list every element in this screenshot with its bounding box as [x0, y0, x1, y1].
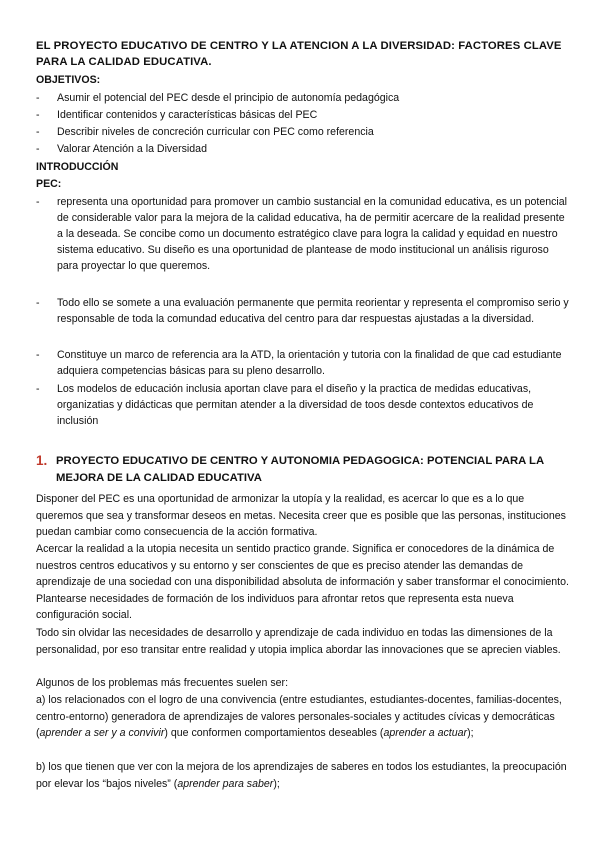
objetivo-item: Describir niveles de concreción curricular con PEC como referencia — [57, 126, 374, 138]
introduccion-heading: INTRODUCCIÓN — [36, 161, 119, 173]
objetivo-item: Asumir el potencial del PEC desde el principio de autonomía pedagógica — [57, 92, 400, 104]
pec-item: Todo ello se somete a una evaluación permanente que permita reorientar y representa el compromiso serio y responsable de toda la comundad educativa del centro para dar respuestas ajustadas a la diversidad. — [57, 297, 569, 325]
section-paragraph: Disponer del PEC es una oportunidad de armonizar la utopía y la realidad, es acercar lo que es a lo que queremos que sea y transformar deseos en metas. Necesita creer que es posible que las personas, instituciones puedan cambiar como consecuencia de la acción formativa. — [36, 493, 566, 539]
problem-b-text: b) los que tienen que ver con la mejora de los aprendizajes de saberes en todos los estudiantes, la preocupación por elevar los “bajos niveles” ( — [36, 761, 567, 790]
problem-a-text: a) los relacionados con el logro de una convivencia (entre estudiantes, estudiantes-docentes, familias-docentes, centro-entorno) generadora de aprendizajes de valores personales-sociales y actitudes cívicas y democráticas ( — [36, 694, 562, 740]
bullet-dash: - — [36, 126, 40, 138]
objetivo-item: Valorar Atención a la Diversidad — [57, 143, 207, 155]
problem-b-text: ); — [273, 777, 280, 790]
pec-item: Constituye un marco de referencia ara la ATD, la orientación y tutoria con la finalidad de que cad estudiante adquiera competencias básicas para su pleno desarrollo. — [57, 349, 562, 377]
section-paragraph: Algunos de los problemas más frecuentes suelen ser: — [36, 677, 289, 689]
section-paragraph: Todo sin olvidar las necesidades de desarrollo y aprendizaje de cada individuo en todas las dimensiones de la personalidad, por eso transitar entre realidad y utopia implica abordar las innovaciones que se aprecien viables. — [36, 627, 561, 656]
objetivo-item: Identificar contenidos y características básicas del PEC — [57, 109, 318, 121]
bullet-dash: - — [36, 196, 40, 208]
section-paragraph: Acercar la realidad a la utopia necesita un sentido practico grande. Significa er conocedores de la dinámica de nuestros centros educativos y su entorno y ser conscientes de que es preciso atender las demandas de aprendizaje de una sociedad con una disponibilidad absoluta de información y saber transformar el conocimiento. Plantearse necesidades de formación de los individuos para afrontar retos que representa esta nueva configuración social. — [36, 543, 569, 622]
pec-item: Los modelos de educación inclusia aportan clave para el diseño y la practica de medidas educativas, organizatias y didácticas que permitan atender a la diversidad de toos desde contextos educativos de inclusión — [57, 383, 534, 427]
bullet-dash: - — [36, 349, 40, 361]
objetivos-heading: OBJETIVOS: — [36, 74, 101, 86]
problem-a-text: ) que conformen comportamientos deseables ( — [164, 727, 384, 740]
bullet-dash: - — [36, 92, 40, 104]
problem-b-italic: aprender para saber — [177, 777, 274, 790]
bullet-dash: - — [36, 143, 40, 155]
problem-a-italic: aprender a actuar — [383, 727, 468, 740]
pec-heading: PEC: — [36, 178, 62, 190]
problem-item-a — [36, 692, 569, 742]
bullet-dash: - — [36, 383, 40, 395]
pec-item: representa una oportunidad para promover un cambio sustancial en la comunidad educativa, es un potencial de considerable valor para la mejora de la calidad educativa, ha de permitir acercare de la realidad presente a la deseada. Se concibe como un documento estratégico clave para logra la calidad y equidad en nuestro sistema educativo. Su diseño es una oportunidad de plantease de modo institucional un análisis riguroso para proyectar lo que queremos. — [57, 196, 568, 272]
problem-a-italic: aprender a ser y a convivir — [39, 727, 165, 740]
problem-item-b — [36, 759, 569, 792]
document-title: EL PROYECTO EDUCATIVO DE CENTRO Y LA ATENCION A LA DIVERSIDAD: FACTORES CLAVE PARA LA CALIDAD EDUCATIVA. — [36, 40, 562, 68]
section-number: 1. — [36, 453, 48, 468]
bullet-dash: - — [36, 109, 40, 121]
bullet-dash: - — [36, 297, 40, 309]
problem-a-text: ); — [467, 727, 474, 740]
section-title: PROYECTO EDUCATIVO DE CENTRO Y AUTONOMIA PEDAGOGICA: POTENCIAL PARA LA MEJORA DE LA CALIDAD EDUCATIVA — [56, 455, 544, 484]
